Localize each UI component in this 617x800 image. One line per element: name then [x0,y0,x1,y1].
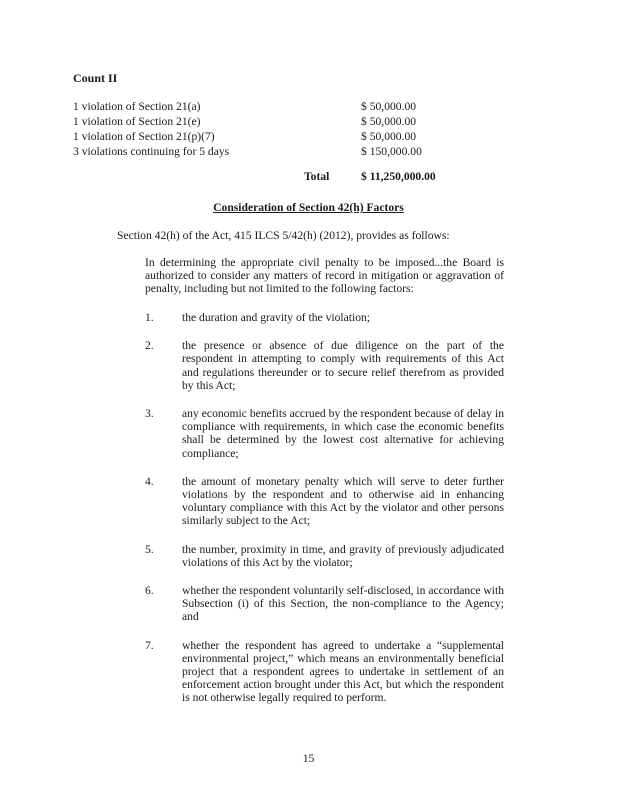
factor-list [145,311,504,720]
violation-description: 1 violation of Section 21(p)(7) [73,130,215,143]
violation-row [73,100,453,115]
violations-list [73,100,453,160]
item-number: 3. [145,407,154,421]
list-item [145,639,504,705]
item-text: any economic benefits accrued by the respondent because of delay in compliance with requirements, in which case the economic benefits shall be determined by the lowest cost alternative for achieving compliance; [182,407,504,460]
list-item [145,475,504,528]
violation-amount: $ 150,000.00 [361,145,422,158]
item-text: the number, proximity in time, and gravity of previously adjudicated violations of this Act by the violator; [182,542,504,569]
item-text: whether the respondent voluntarily self-disclosed, in accordance with Subsection (i) of this Section, the non-compliance to the Agency; and [182,584,504,624]
list-item [145,407,504,460]
count-title: Count II [73,71,118,85]
item-text: whether the respondent has agreed to undertake a “supplemental environmental project,” which means an environmentally beneficial project that a respondent agrees to undertake in settlement of an enforcement action brought under this Act, but which the respondent is not otherwise legally required to perform. [182,638,504,705]
violation-amount: $ 50,000.00 [361,130,417,143]
item-number: 5. [145,542,154,556]
violation-description: 3 violations continuing for 5 days [73,145,230,158]
item-number: 4. [145,474,154,488]
item-text: the presence or absence of due diligence on the part of the respondent in attempting to comply with requirements of this Act and regulations thereunder or to secure relief therefrom as provided by this Act; [182,339,504,392]
violation-description: 1 violation of Section 21(a) [73,100,201,113]
list-item [145,339,504,392]
item-text: the amount of monetary penalty which will serve to deter further violations by the respondent and to otherwise aid in enhancing voluntary compliance with this Act by the violator and other persons similarly subject to the Act; [182,474,504,528]
item-number: 1. [145,311,154,324]
total-label: Total [304,170,330,183]
violation-amount: $ 50,000.00 [361,115,417,128]
violation-row [73,130,453,145]
page-number: 15 [302,752,315,765]
total-value: $ 11,250,000.00 [361,170,436,183]
intro-paragraph: Section 42(h) of the Act, 415 ILCS 5/42(h) (2012), provides as follows: [117,229,450,242]
violation-row [73,145,453,160]
violation-row [73,115,453,130]
list-item [145,543,504,569]
violation-amount: $ 50,000.00 [361,100,417,113]
section-heading: Consideration of Section 42(h) Factors [213,201,404,214]
list-item [145,311,504,324]
item-number: 6. [145,584,154,598]
item-number: 2. [145,339,154,353]
item-number: 7. [145,638,154,652]
list-item [145,584,504,624]
violation-description: 1 violation of Section 21(e) [73,115,201,128]
quoted-paragraph: In determining the appropriate civil penalty to be imposed...the Board is authorized to consider any matters of record in mitigation or aggravation of penalty, including but not limited to the following factors: [145,256,504,296]
item-text: the duration and gravity of the violation; [182,311,371,324]
